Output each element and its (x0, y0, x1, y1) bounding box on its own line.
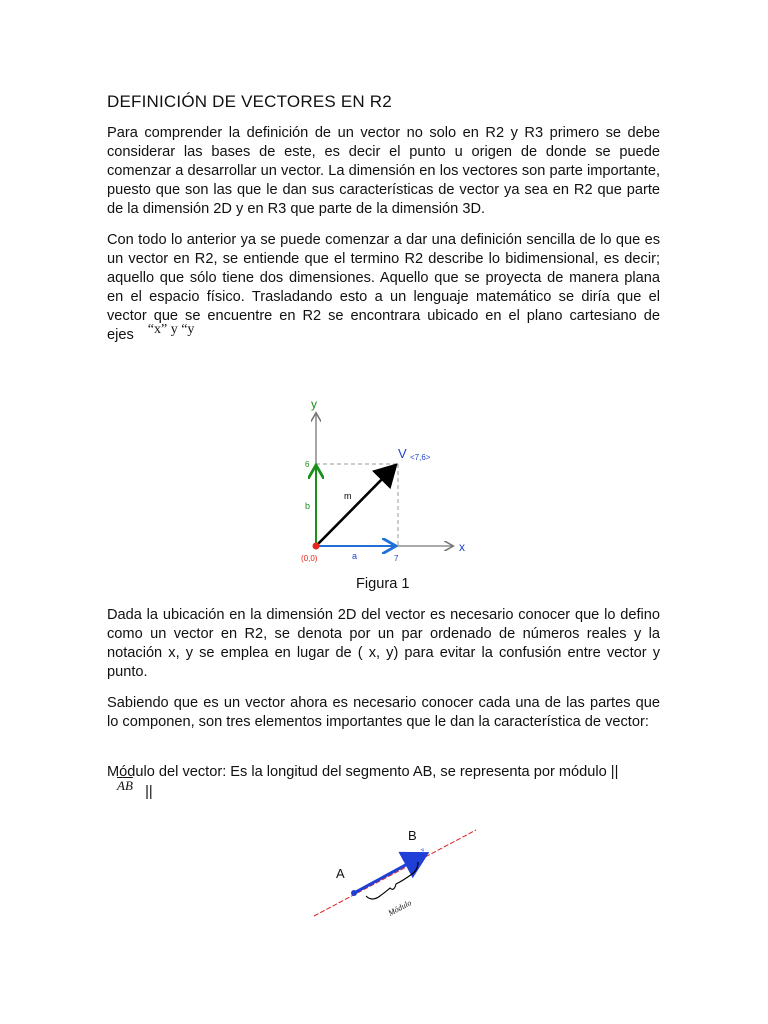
vector-label: V (398, 446, 407, 461)
figure-1-cartesian-vector (290, 392, 480, 572)
small-v-label: v (420, 847, 426, 854)
module-brace-label: Módulo (386, 898, 413, 918)
x-axis-label: x (459, 540, 465, 554)
module-closing-bars: || (145, 784, 153, 800)
point-a-dot (351, 890, 357, 896)
module-notation (107, 778, 153, 800)
figure-2-vector-module (306, 822, 486, 922)
paragraph-r2-text: Con todo lo anterior ya se puede comenzar a dar una definición sencilla de lo que es un vector en R2, se entiende que el termino R2 describe lo bidimensional, es decir; aquello que sólo tiene dos dimensiones. Aquello que se proyecta de manera plana en el espacio físico. Trasladando esto a un lenguaje matemático se diría que el vector que se encuentre en R2 se encontrara ubicado en el plano cartesiano de ejes (107, 232, 660, 343)
page-title: DEFINICIÓN DE VECTORES EN R2 (107, 92, 392, 111)
x-tick-label: 7 (394, 554, 399, 563)
vector-ab (354, 855, 424, 893)
paragraph-r2-definition (107, 231, 660, 345)
b-label: b (305, 501, 311, 511)
paragraph-module (107, 763, 660, 802)
module-brace (366, 862, 418, 899)
figure-1-caption: Figura 1 (356, 576, 410, 592)
origin-point (313, 543, 320, 550)
vector-v (316, 467, 394, 546)
y-axis-label: y (311, 397, 317, 411)
origin-label: (0,0) (301, 554, 318, 563)
point-b-label: B (408, 828, 417, 843)
a-label: a (352, 551, 358, 561)
magnitude-label: m (344, 491, 352, 501)
axes-math-label: “x” y “y (147, 322, 195, 337)
y-tick-label: 6 (305, 460, 310, 469)
paragraph-notation: Dada la ubicación en la dimensión 2D del vector es necesario conocer que lo defino como un vector en R2, se denota por un par ordenado de números reales y la notación x, y se emplea en lugar de ( x, y) para evitar la confusión entre vector y punto. (107, 607, 660, 680)
paragraph-intro: Para comprender la definición de un vector no solo en R2 y R3 primero se debe considerar las bases de este, es decir el punto u origen de donde se puede comenzar a desarrollar un vector. La dimensión en los vectores son parte importante, puesto que son las que le dan sus características de vector ya sea en R2 que parte de la dimensión 2D y en R3 que parte de la dimensión 3D. (107, 125, 660, 217)
vector-coords-label: <7,6> (410, 453, 431, 462)
module-text: Módulo del vector: Es la longitud del segmento AB, se representa por módulo || (107, 764, 619, 780)
paragraph-parts: Sabiendo que es un vector ahora es necesario conocer cada una de las partes que lo componen, son tres elementos importantes que le dan la característica de vector: (107, 695, 660, 730)
point-a-label: A (336, 866, 345, 881)
ab-segment-symbol: $\overline{AB}$ (117, 778, 133, 793)
